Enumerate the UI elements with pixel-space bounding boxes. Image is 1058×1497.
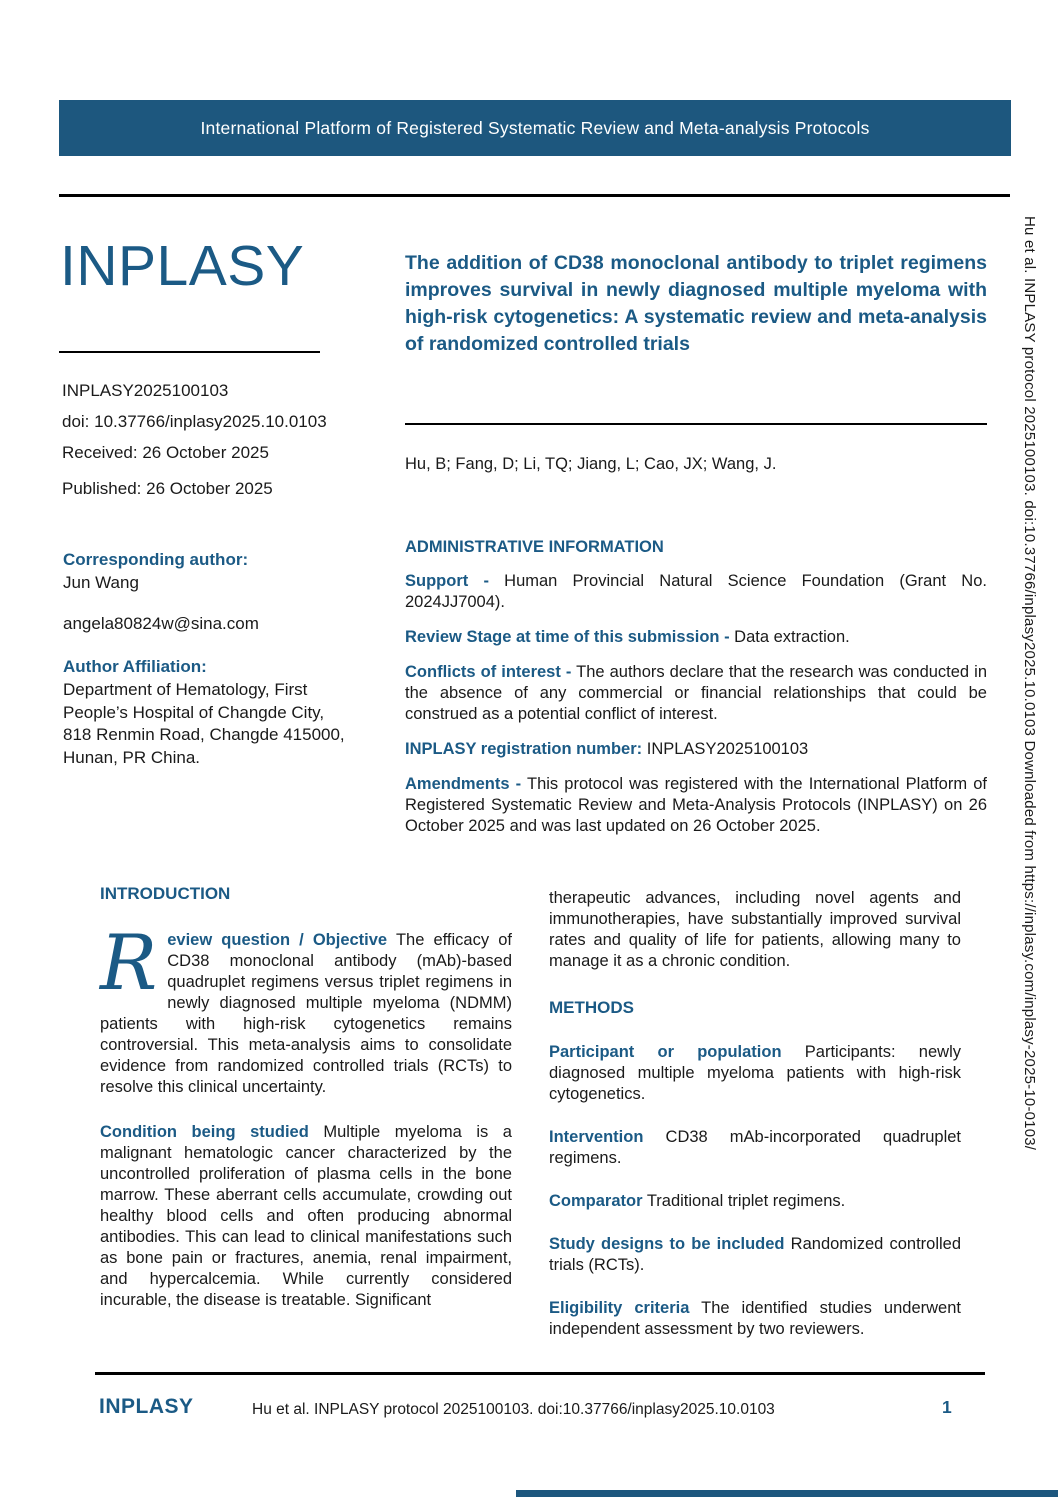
body-right-column: [549, 888, 961, 1362]
condition-paragraph: [100, 1122, 512, 1311]
comparator-label: Comparator: [549, 1192, 643, 1210]
registration-number-paragraph: [405, 739, 987, 760]
platform-banner-text: International Platform of Registered Systematic Review and Meta-analysis Protocols: [200, 117, 870, 138]
participant-paragraph: [549, 1042, 961, 1105]
registration-number-label: INPLASY registration number:: [405, 740, 643, 758]
dropcap-letter: R: [100, 918, 158, 1007]
platform-banner: [59, 100, 1011, 156]
review-question-paragraph: [100, 918, 512, 1098]
intervention-text: CD38 mAb-incorporated quadruplet regimens.: [549, 1128, 962, 1167]
corresponding-author-name: Jun Wang: [63, 573, 139, 592]
comparator-paragraph: [549, 1191, 961, 1212]
amendments-paragraph: [405, 774, 987, 837]
review-stage-paragraph: [405, 627, 987, 648]
condition-label: Condition being studied: [100, 1123, 309, 1141]
page-number: 1: [942, 1397, 952, 1417]
eligibility-paragraph: [549, 1298, 961, 1340]
amendments-text: This protocol was registered with the International Platform of Registered Systematic Review and Meta-Analysis Protocols (INPLASY) on 26 October 2025 and was last updated on 26 October 2025.: [405, 775, 987, 835]
vertical-citation-sidebar: Hu et al. INPLASY protocol 2025100103. doi:10.37766/inplasy2025.10.0103 Downloaded from https://inplasy.com/inplasy-2025-10-0103/: [1021, 216, 1038, 1151]
support-text: Human Provincial Natural Science Foundation (Grant No. 2024JJ7004).: [405, 572, 987, 611]
intervention-label: Intervention: [549, 1128, 644, 1146]
support-label: Support -: [405, 572, 489, 590]
administrative-information-section: [405, 538, 987, 851]
contact-block: [63, 549, 351, 769]
footer-citation: Hu et al. INPLASY protocol 2025100103. doi:10.37766/inplasy2025.10.0103: [252, 1401, 775, 1418]
registration-id: INPLASY2025100103: [62, 381, 229, 400]
administrative-information-heading: ADMINISTRATIVE INFORMATION: [405, 538, 664, 556]
support-paragraph: [405, 571, 987, 613]
review-question-label: eview question / Objective: [167, 931, 388, 949]
corresponding-author-label: Corresponding author:: [63, 550, 249, 569]
title-divider: [405, 423, 987, 425]
introduction-heading: INTRODUCTION: [100, 884, 231, 903]
affiliation-text: Department of Hematology, First People’s Hospital of Changde City, 818 Renmin Road, Changde 415000, Hunan, PR China.: [63, 680, 345, 767]
published-date: Published: 26 October 2025: [62, 479, 273, 498]
review-stage-label: Review Stage at time of this submission -: [405, 628, 730, 646]
footer-divider: [95, 1372, 985, 1375]
top-divider: [59, 194, 1010, 197]
study-designs-paragraph: [549, 1234, 961, 1276]
registration-number-text: INPLASY2025100103: [646, 740, 809, 758]
footer-inplasy-logo: INPLASY: [99, 1395, 194, 1418]
condition-text: Multiple myeloma is a malignant hematologic cancer characterized by the uncontrolled proliferation of plasma cells in the bone marrow. These aberrant cells accumulate, crowding out healthy blood cells and often producing abnormal antibodies. This can lead to clinical manifestations such as bone pain or fractures, anemia, renal impairment, and hypercalcemia. While currently considered incurable, the disease is treatable. Significant: [100, 1123, 512, 1309]
review-stage-text: Data extraction.: [734, 628, 850, 646]
methods-heading: METHODS: [549, 998, 634, 1017]
received-date: Received: 26 October 2025: [62, 443, 269, 462]
eligibility-text: The identified studies underwent independent assessment by two reviewers.: [549, 1299, 961, 1338]
condition-continuation-paragraph: therapeutic advances, including novel agents and immunotherapies, have substantially improved survival rates and quality of life for patients, allowing many to manage it as a chronic condition.: [549, 889, 961, 970]
logo-underline: [59, 351, 320, 353]
participant-text: Participants: newly diagnosed multiple myeloma patients with high-risk cytogenetics.: [549, 1043, 961, 1103]
article-title: The addition of CD38 monoclonal antibody to triplet regimens improves survival in newly diagnosed multiple myeloma with high-risk cytogenetics: A systematic review and meta-analysis of randomized controlled trials: [405, 252, 987, 355]
corresponding-author-email: angela80824w@sina.com: [63, 614, 259, 633]
body-left-column: [100, 884, 512, 1335]
authors-line: Hu, B; Fang, D; Li, TQ; Jiang, L; Cao, JX; Wang, J.: [405, 455, 777, 473]
study-designs-label: Study designs to be included: [549, 1235, 785, 1253]
intervention-paragraph: [549, 1127, 961, 1169]
affiliation-label: Author Affiliation:: [63, 657, 207, 676]
comparator-text: Traditional triplet regimens.: [646, 1192, 846, 1210]
inplasy-logo: INPLASY: [60, 234, 305, 298]
conflicts-paragraph: [405, 662, 987, 725]
study-designs-text: Randomized controlled trials (RCTs).: [549, 1235, 962, 1274]
review-question-text: The efficacy of CD38 monoclonal antibody (mAb)-based quadruplet regimens versus triplet regimens in newly diagnosed multiple myeloma (NDMM) patients with high-risk cytogenetics remains controversial. This meta-analysis aims to consolidate evidence from randomized controlled trials (RCTs) to resolve this clinical uncertainty.: [100, 931, 512, 1096]
eligibility-label: Eligibility criteria: [549, 1299, 690, 1317]
conflicts-label: Conflicts of interest -: [405, 663, 572, 681]
bottom-blue-strip: [516, 1490, 1058, 1497]
participant-label: Participant or population: [549, 1043, 782, 1061]
conflicts-text: The authors declare that the research was conducted in the absence of any commercial or financial relationships that could be construed as a potential conflict of interest.: [405, 663, 987, 723]
doi-line: doi: 10.37766/inplasy2025.10.0103: [62, 412, 327, 431]
amendments-label: Amendments -: [405, 775, 522, 793]
